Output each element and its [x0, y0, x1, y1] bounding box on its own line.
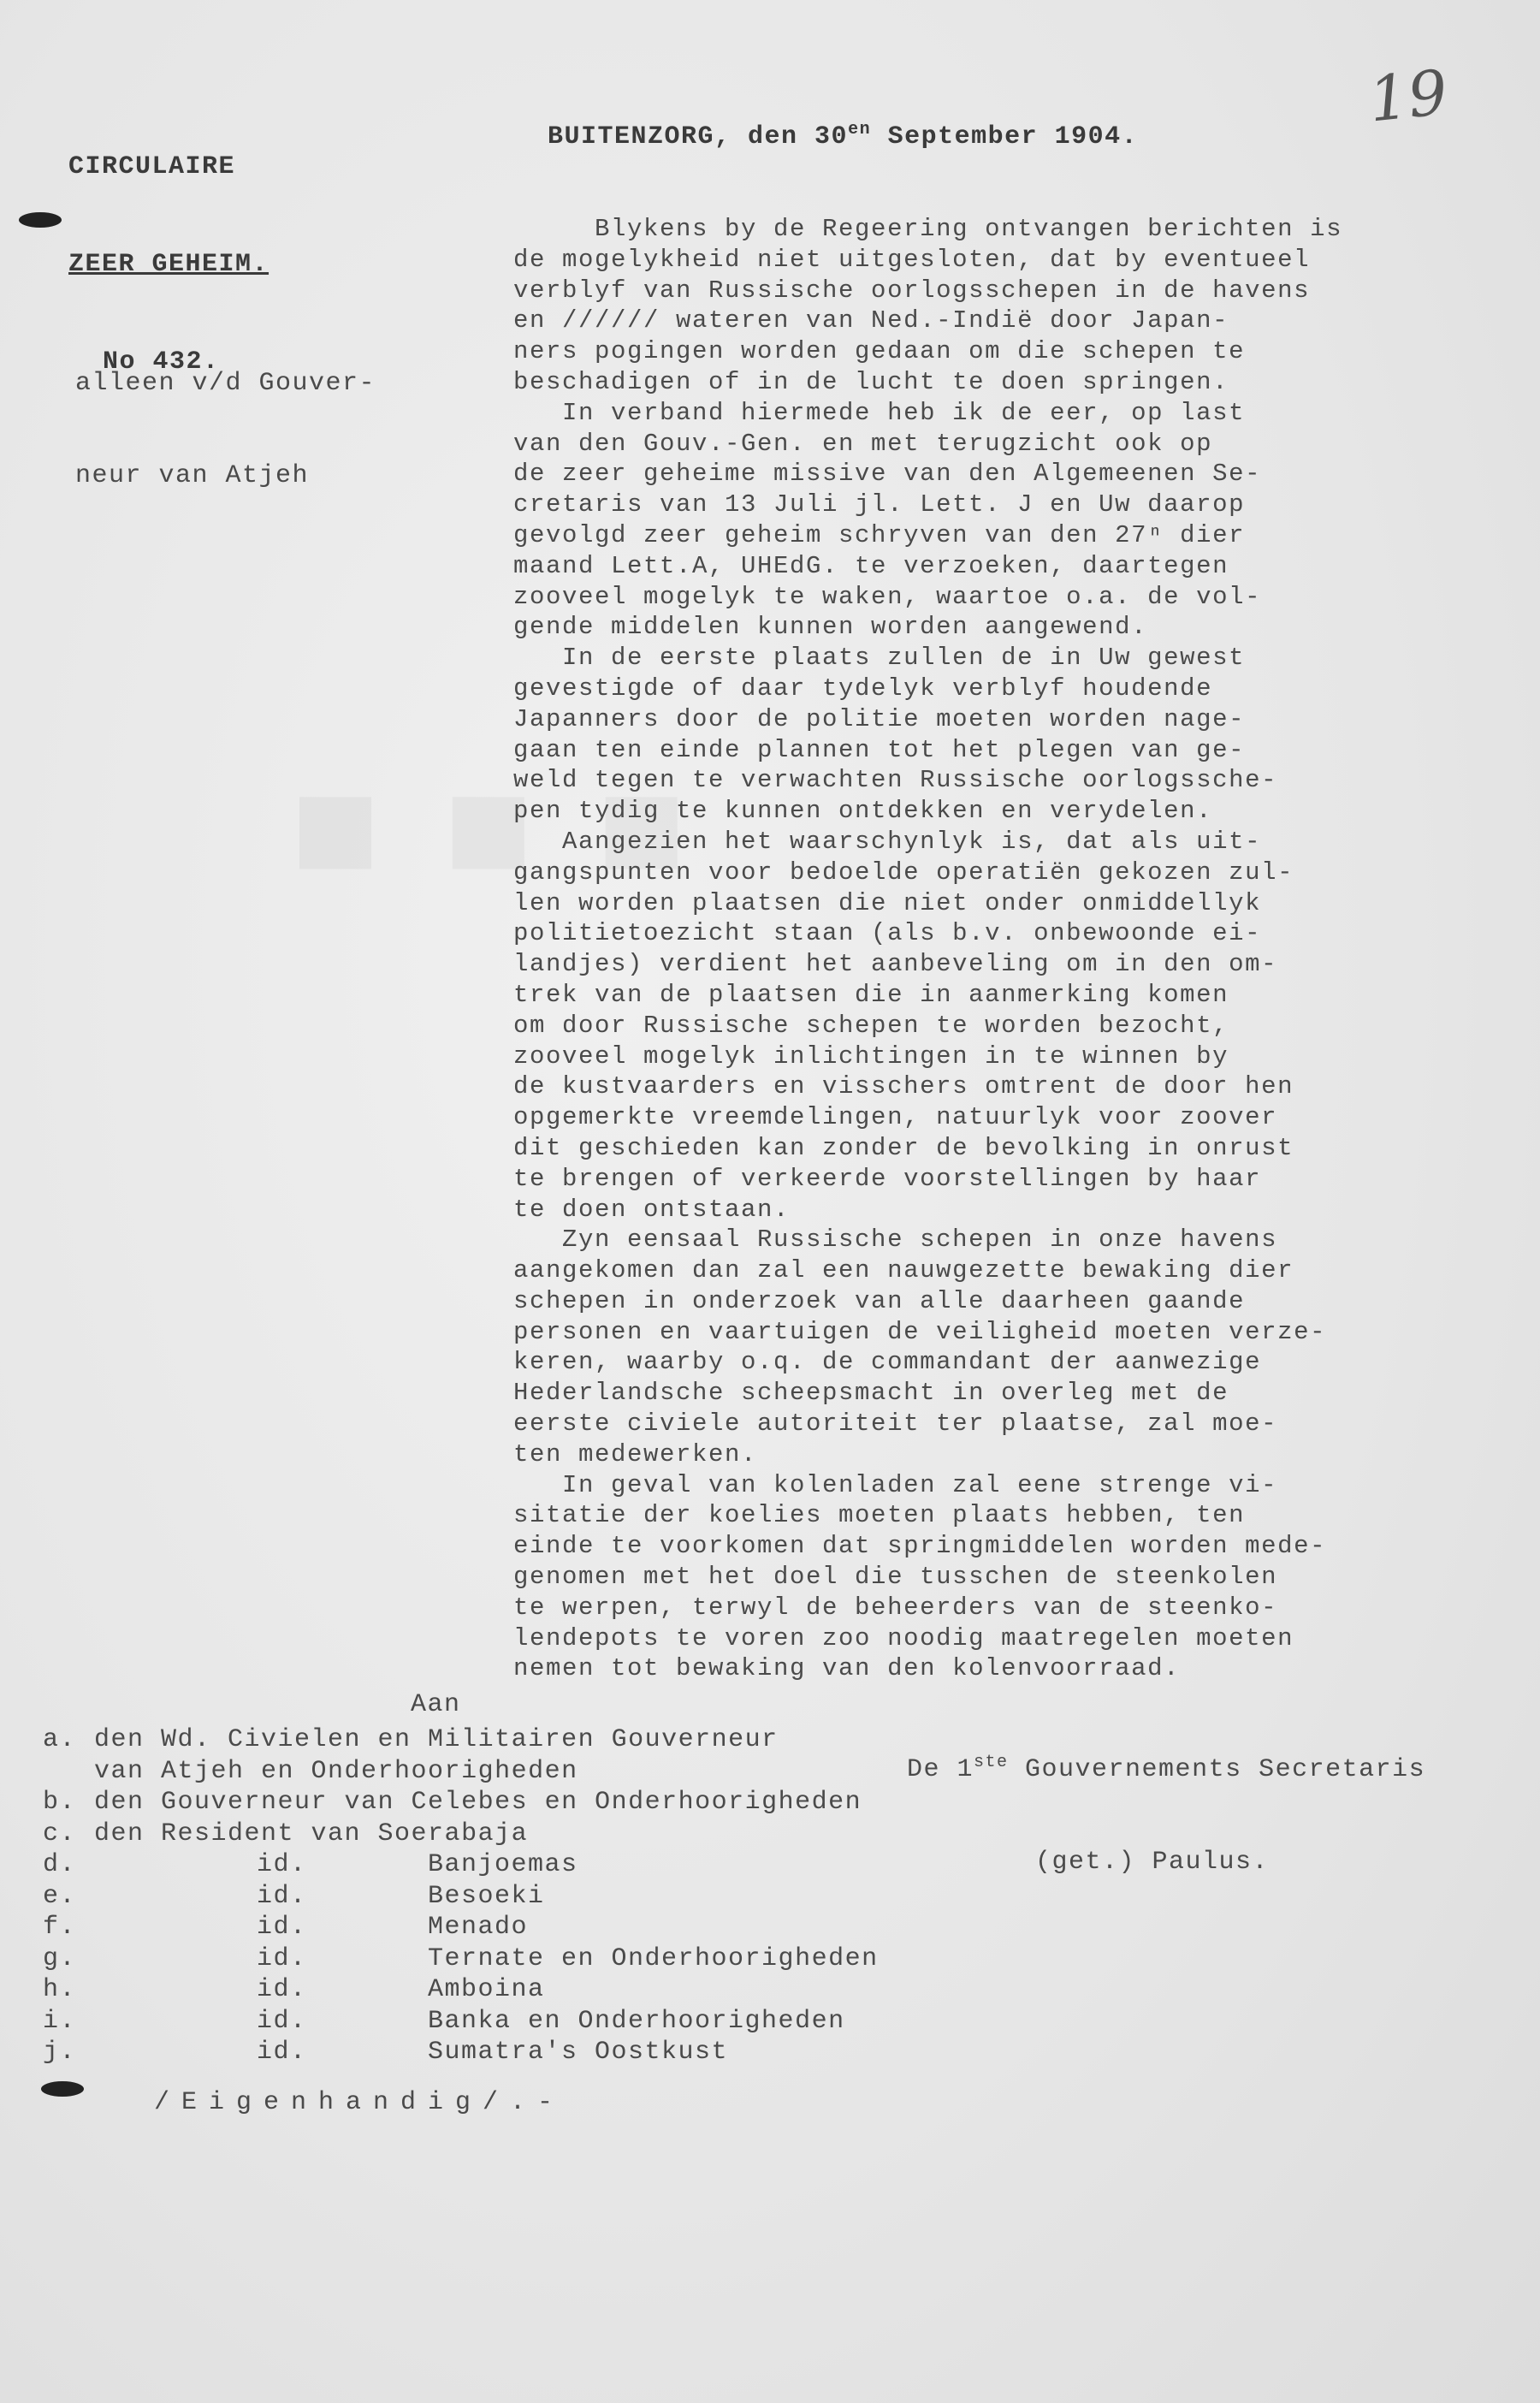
body-line: In de eerste plaats zullen de in Uw gewest: [513, 644, 1246, 673]
body-line: einde te voorkomen dat springmiddelen worden mede-: [513, 1532, 1327, 1561]
body-line: lendepots te voren zoo noodig maatregelen moeten: [513, 1623, 1294, 1652]
recipient-name: den Resident van Soerabaja: [94, 1819, 529, 1848]
recipient-idem: id.: [257, 2038, 307, 2067]
body-line: te doen ontstaan.: [513, 1195, 791, 1224]
header-line: ZEER GEHEIM.: [68, 250, 270, 279]
signoff-title: De 1ste Gouvernements Secretaris: [907, 1753, 1426, 1784]
recipient-idem: id.: [257, 1943, 307, 1973]
body-line: Aangezien het waarschynlyk is, dat als uit-: [513, 827, 1262, 856]
eigenhandig-note: /Eigenhandig/.-: [154, 2088, 566, 2117]
body-line: gevolgd zeer geheim schryven van den 27ⁿ dier: [513, 520, 1246, 549]
recipient-letter: b.: [43, 1788, 77, 1817]
recipient-idem: id.: [257, 1850, 307, 1879]
recipient-idem: id.: [257, 1881, 307, 1911]
recipient-letter: d.: [43, 1850, 77, 1879]
recipient-letter: f.: [43, 1913, 77, 1942]
body-line: zooveel mogelyk inlichtingen in te winnen by: [513, 1041, 1229, 1071]
body-line: len worden plaatsen die niet onder onmiddellyk: [513, 888, 1262, 917]
body-line: Hederlandsche scheepsmacht in overleg met de: [513, 1379, 1229, 1408]
recipient-letter: i.: [43, 2006, 77, 2036]
recipient-idem: id.: [257, 1975, 307, 2004]
body-line: gaan ten einde plannen tot het plegen van ge-: [513, 735, 1246, 764]
body-line: dit geschieden kan zonder de bevolking in onrust: [513, 1133, 1294, 1162]
body-line: Zyn eensaal Russische schepen in onze havens: [513, 1225, 1278, 1255]
body-line: cretaris van 13 Juli jl. Lett. J en Uw daarop: [513, 490, 1246, 519]
body-line: Japanners door de politie moeten worden nage-: [513, 704, 1246, 733]
body-line: te werpen, terwyl de beheerders van de steenko-: [513, 1593, 1278, 1622]
margin-note: [75, 306, 376, 553]
body-line: verblyf van Russische oorlogsschepen in de havens: [513, 276, 1311, 305]
place-date: BUITENZORG, den $30^{en}$ September 1904.: [548, 120, 1139, 151]
body-line: trek van de plaatsen die in aanmerking komen: [513, 980, 1229, 1009]
body-line: sitatie der koelies moeten plaats hebben, ten: [513, 1501, 1246, 1530]
body-line: maand Lett.A, UHEdG. te verzoeken, daartegen: [513, 551, 1229, 580]
punch-mark: [41, 2081, 84, 2097]
body-line: gangspunten voor bedoelde operatiën gekozen zul-: [513, 857, 1294, 887]
recipient-place: Banjoemas: [428, 1850, 578, 1879]
body-line: gevestigde of daar tydelyk verblyf houdende: [513, 673, 1213, 703]
body-line: landjes) verdient het aanbeveling om in den om-: [513, 950, 1278, 979]
faded-stamp-mark: ■ ■ ■: [291, 770, 703, 880]
body-line: en ////// wateren van Ned.-Indië door Japan-: [513, 306, 1229, 335]
body-line: schepen in onderzoek van alle daarheen gaande: [513, 1286, 1246, 1315]
body-line: In verband hiermede heb ik de eer, op last: [513, 398, 1246, 427]
recipient-name: van Atjeh en Onderhoorigheden: [94, 1756, 578, 1786]
recipient-letter: a.: [43, 1725, 77, 1754]
recipient-letter: e.: [43, 1881, 77, 1911]
body-line: pen tydig te kunnen ontdekken en verydelen.: [513, 797, 1213, 826]
recipient-letter: j.: [43, 2038, 77, 2067]
letter-body: [513, 214, 1342, 1684]
body-line: weld tegen te verwachten Russische oorlogssche-: [513, 766, 1278, 795]
body-line: In geval van kolenladen zal eene strenge vi-: [513, 1470, 1278, 1499]
signoff: [907, 1686, 1425, 1939]
body-line: Blykens by de Regeering ontvangen berichten is: [513, 215, 1343, 243]
body-line: nemen tot bewaking van den kolenvoorraad.: [513, 1654, 1181, 1683]
body-line: keren, waarby o.q. de commandant der aanwezige: [513, 1348, 1262, 1377]
body-line: de mogelykheid niet uitgesloten, dat by eventueel: [513, 245, 1311, 274]
body-line: personen en vaartuigen de veiligheid moeten verze-: [513, 1317, 1327, 1346]
signature: (get.) Paulus.: [1035, 1848, 1270, 1877]
margin-note-line: neur van Atjeh: [75, 461, 310, 490]
body-line: politietoezicht staan (als b.v. onbewoonde ei-: [513, 919, 1262, 948]
recipient-idem: id.: [257, 2006, 307, 2036]
recipient-place: Besoeki: [428, 1881, 545, 1911]
punch-mark: [19, 212, 62, 228]
body-line: de zeer geheime missive van den Algemeenen Se-: [513, 460, 1262, 489]
body-line: beschadigen of in de lucht te doen springen.: [513, 367, 1229, 396]
recipient-letter: c.: [43, 1819, 77, 1848]
header-line: No 432.: [103, 347, 220, 377]
recipient-name: den Gouverneur van Celebes en Onderhoorigheden: [94, 1788, 862, 1817]
recipients-heading: Aan: [411, 1690, 461, 1719]
margin-note-line: alleen v/d Gouver-: [75, 369, 376, 398]
body-line: zooveel mogelyk te waken, waartoe o.a. de vol-: [513, 582, 1262, 611]
recipient-place: Banka en Onderhoorigheden: [428, 2006, 845, 2036]
body-line: ners pogingen worden gedaan om die schepen te: [513, 337, 1246, 366]
body-line: te brengen of verkeerde voorstellingen by haar: [513, 1164, 1262, 1193]
body-line: van den Gouv.-Gen. en met terugzicht ook op: [513, 429, 1213, 458]
recipient-place: Amboina: [428, 1975, 545, 2004]
recipient-place: Ternate en Onderhoorigheden: [428, 1943, 879, 1973]
body-line: de kustvaarders en visschers omtrent de door hen: [513, 1072, 1294, 1101]
recipient-letter: h.: [43, 1975, 77, 2004]
recipient-name: den Wd. Civielen en Militairen Gouverneur: [94, 1725, 779, 1754]
body-line: eerste civiele autoriteit ter plaatse, zal moe-: [513, 1409, 1278, 1439]
body-line: ten medewerken.: [513, 1439, 758, 1468]
body-line: genomen met het doel die tusschen de steenkolen: [513, 1563, 1278, 1592]
recipient-place: Menado: [428, 1913, 529, 1942]
recipient-letter: g.: [43, 1943, 77, 1973]
recipient-idem: id.: [257, 1913, 307, 1942]
header-line: CIRCULAIRE: [68, 152, 236, 181]
recipient-place: Sumatra's Oostkust: [428, 2038, 729, 2067]
body-line: opgemerkte vreemdelingen, natuurlyk voor zoover: [513, 1103, 1278, 1132]
body-line: gende middelen kunnen worden aangewend.: [513, 613, 1148, 642]
body-line: om door Russische schepen te worden bezocht,: [513, 1011, 1229, 1040]
handwritten-page-number: 19: [1365, 56, 1451, 136]
body-line: aangekomen dan zal een nauwgezette bewaking dier: [513, 1256, 1294, 1285]
